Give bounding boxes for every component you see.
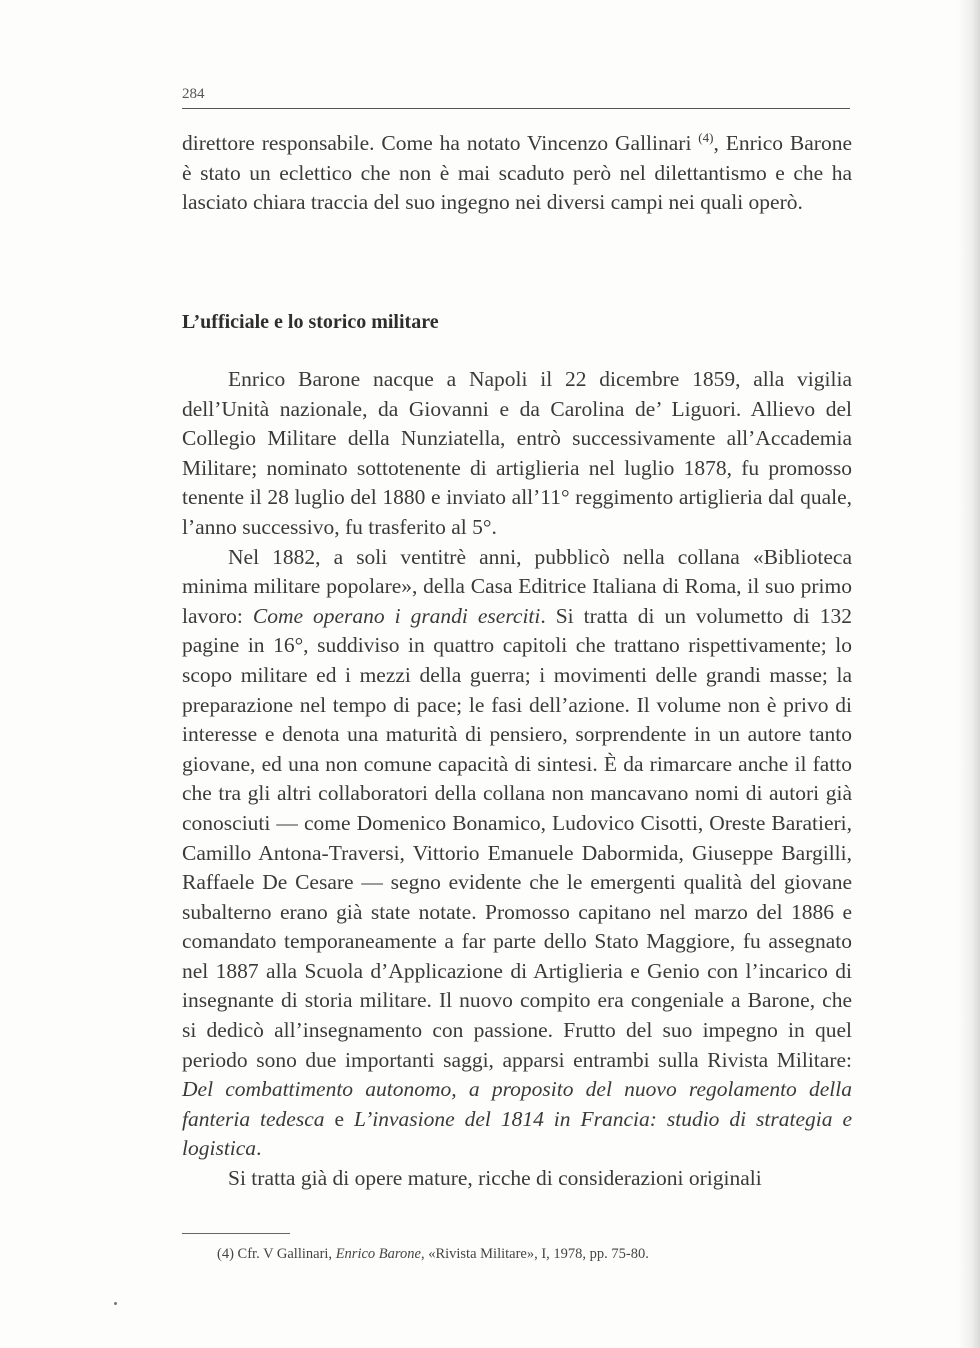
paragraph-2 (182, 543, 852, 1164)
footnote-rule (182, 1233, 290, 1234)
opening-text-end: , Enrico Barone è stato un eclettico che non è mai scaduto però nel dilettantismo e che ha lasciato chiara traccia del suo ingegno nei diversi campi nei quali operò. (182, 131, 852, 215)
footnote-text-b: , «Rivista Militare», I, 1978, pp. 75-80. (420, 1246, 649, 1262)
paragraph-2-text-d: . (256, 1136, 262, 1161)
paragraph-3: Si tratta già di opere mature, ricche di considerazioni originali (228, 1166, 762, 1191)
opening-text-start: direttore responsabile. Come ha notato Vincenzo Gallinari (182, 131, 699, 155)
section-body (182, 365, 852, 1194)
footnote-mark: (4) (217, 1246, 234, 1262)
page-edge-shadow (958, 0, 980, 1348)
header-rule (182, 108, 850, 109)
opening-paragraph (182, 129, 852, 218)
footnote (217, 1246, 649, 1263)
footnote-reference: (4) (698, 129, 714, 145)
book-title: Come operano i grandi eserciti (252, 603, 541, 628)
footnote-text-a: Cfr. V Gallinari, (233, 1246, 336, 1262)
paragraph-2-text-b: . Si tratta di un volumetto di 132 pagine in 16°, suddiviso in quattro capitoli che trattano rispettivamente; lo scopo militare ed i mezzi della guerra; i movimenti delle grandi masse; la preparazione nel tempo di pace; le fasi dell’azione. Il volume non è privo di interesse e denota una maturità di pensiero, sorprendente in un autore tanto giovane, ed una non comune capacità di sintesi. È da rimarcare anche il fatto che tra gli altri collaboratori della collana non mancavano nomi di autori già conosciuti — come Domenico Bonamico, Ludovico Cisotti, Oreste Baratieri, Camillo Antona-Traversi, Vittorio Emanuele Dabormida, Giuseppe Bargilli, Raffaele De Cesare — segno evidente che le emergenti qualità del giovane subalterno erano già state notate. Promosso capitano nel marzo del 1886 e comandato temporaneamente a far parte dello Stato Maggiore, fu assegnato nel 1887 alla Scuola d’Applicazione di Artiglieria e Genio con l’incarico di insegnante di storia militare. Il nuovo compito era congeniale a Barone, che si dedicò all’insegnamento con passione. Frutto del suo impegno in quel periodo sono due importanti saggi, apparsi entrambi sulla Rivista Militare: (182, 603, 853, 1072)
paragraph-2-text-c: e (324, 1106, 354, 1131)
scan-speck (114, 1302, 117, 1305)
section-heading: L’ufficiale e lo storico militare (182, 311, 439, 333)
essay-title-2: L’invasione del 1814 in Francia: studio di strategia e logistica (182, 1106, 852, 1161)
footnote-title: Enrico Barone (335, 1246, 421, 1262)
page-number: 284 (182, 86, 205, 102)
essay-title-1: Del combattimento autonomo, a proposito del nuovo regolamento della fanteria tedesca (182, 1077, 852, 1131)
paragraph-1: Enrico Barone nacque a Napoli il 22 dicembre 1859, alla vigilia dell’Unità nazionale, da Giovanni e da Carolina de’ Liguori. Allievo del Collegio Militare della Nunziatella, entrò successivamente all’Accademia Militare; nominato sottotenente di artiglieria nel luglio 1878, fu promosso tenente il 28 luglio del 1880 e inviato all’11° reggimento artiglieria dal quale, l’anno successivo, fu trasferito al 5°. (182, 367, 852, 539)
paragraph-2-text-a: Nel 1882, a soli ventitrè anni, pubblicò nella collana «Biblioteca minima militare popolare», della Casa Editrice Italiana di Roma, il suo primo lavoro: (182, 544, 852, 628)
